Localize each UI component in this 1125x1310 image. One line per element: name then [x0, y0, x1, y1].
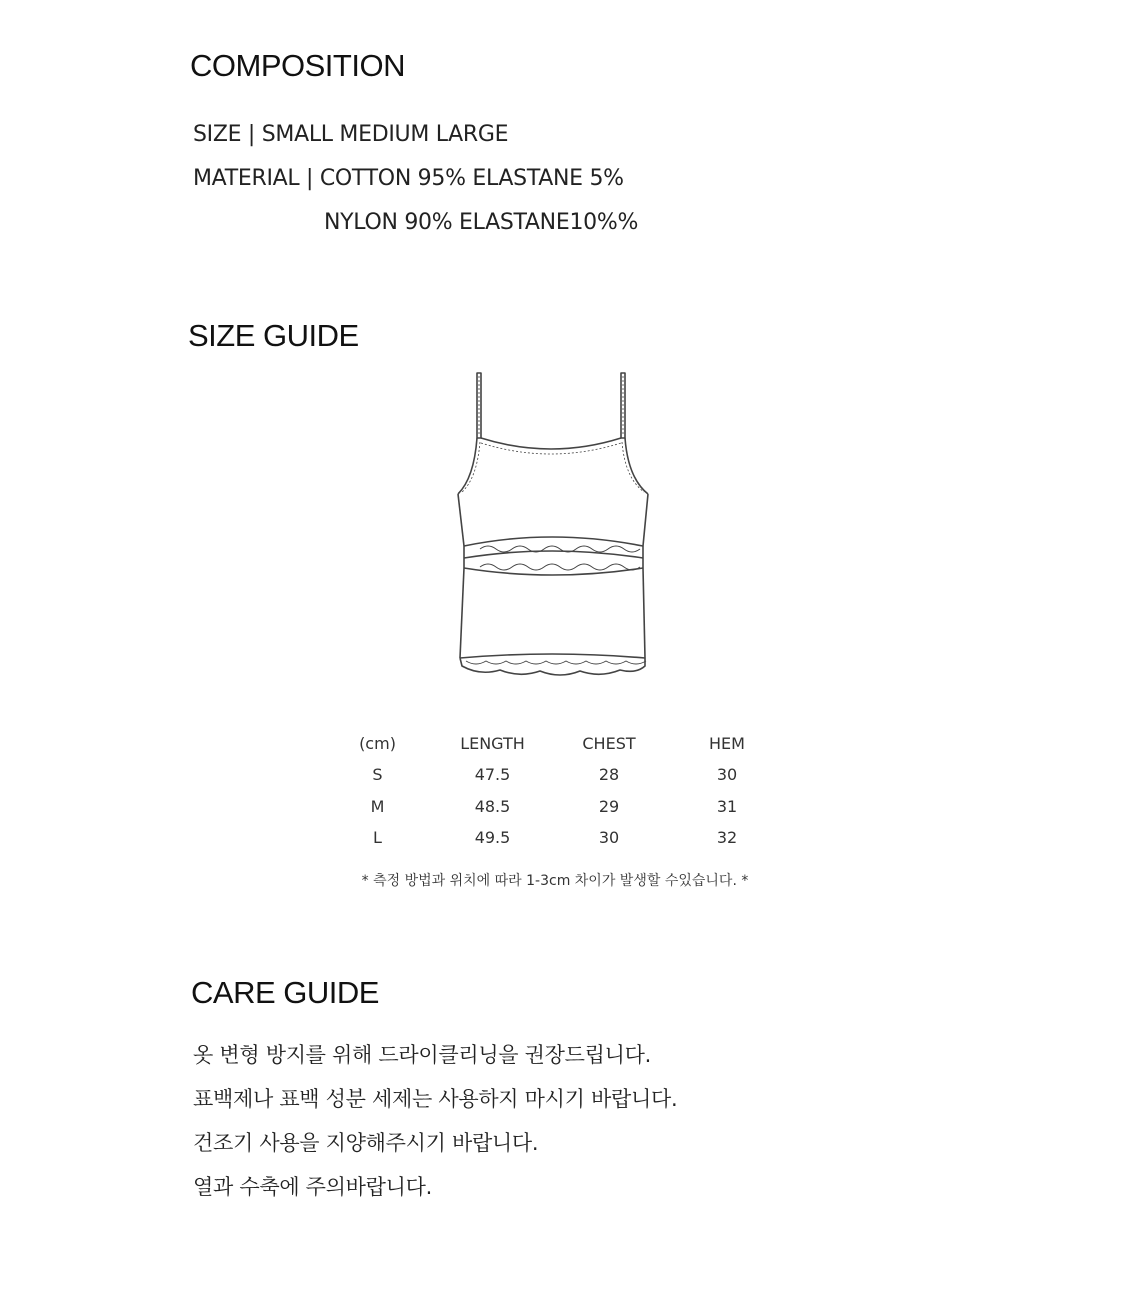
row-hem: 31 [716, 796, 738, 816]
row-length: 47.5 [474, 765, 511, 785]
header-unit: (cm) [359, 733, 396, 753]
row-hem: 32 [716, 828, 738, 848]
row-size: S [372, 765, 383, 785]
row-hem: 30 [716, 765, 738, 785]
row-length: 49.5 [474, 828, 511, 848]
care-line-4: 열과 수축에 주의바랍니다. [193, 1175, 432, 1199]
care-line-2: 표백제나 표백 성분 세제는 사용하지 마시기 바랍니다. [193, 1087, 678, 1111]
size-table-header [320, 728, 786, 760]
size-line: SIZE | SMALL MEDIUM LARGE [193, 122, 509, 147]
row-chest: 29 [598, 796, 620, 816]
size-table [320, 728, 786, 854]
care-guide-title: CARE GUIDE [191, 975, 379, 1010]
material-line-2: NYLON 90% ELASTANE10%% [324, 210, 639, 235]
garment-sketch [440, 368, 670, 688]
row-chest: 30 [598, 828, 620, 848]
size-note: * 측정 방법과 위치에 따라 1-3cm 차이가 발생할 수있습니다. * [361, 873, 749, 889]
header-length: LENGTH [460, 733, 525, 753]
care-line-1: 옷 변형 방지를 위해 드라이클리닝을 권장드립니다. [193, 1043, 651, 1067]
row-length: 48.5 [474, 796, 511, 816]
composition-title: COMPOSITION [190, 48, 405, 83]
table-row [320, 823, 786, 855]
row-chest: 28 [598, 765, 620, 785]
header-chest: CHEST [582, 733, 636, 753]
table-row [320, 760, 786, 792]
size-guide-title: SIZE GUIDE [188, 318, 359, 353]
row-size: L [373, 828, 382, 848]
header-hem: HEM [709, 733, 745, 753]
row-size: M [370, 796, 385, 816]
table-row [320, 791, 786, 823]
care-line-3: 건조기 사용을 지양해주시기 바랍니다. [193, 1131, 539, 1155]
material-line: MATERIAL | COTTON 95% ELASTANE 5% [193, 166, 624, 191]
